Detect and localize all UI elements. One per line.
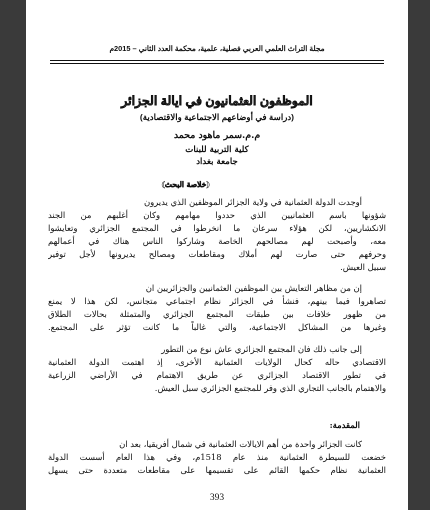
abstract-line: في تطور الاقتصاد الجزائري عن طريق الاهتمام في الأراضي الزراعية bbox=[48, 370, 386, 380]
abstract-line: وغيرها من المشاكل الاجتماعية، والتي غالباً ما كانت تؤثر على المجتمع. bbox=[48, 322, 386, 332]
affiliation-college: كلية التربية للبنات bbox=[185, 145, 249, 155]
paper-page bbox=[26, 0, 408, 510]
journal-header: مجلة التراث العلمي العربي فصلية، علمية، محكمة العدد الثاني – 2015م bbox=[109, 44, 325, 53]
abstract-line: والاهتمام بالجانب التجاري الذي وفر للمجتمع الجزائري سبل العيش. bbox=[154, 383, 386, 393]
abstract-line: أوجدت الدولة العثمانية في ولاية الجزائر الموظفين الذي يديرون bbox=[143, 197, 362, 207]
abstract-line: إن من مظاهر التعايش بين الموظفين العثمانيين والجزائريين ان bbox=[145, 283, 362, 293]
intro-line: العثمانية نظام حكمها القائم على تقسيمها على مقاطعات متعددة حتى يسهل bbox=[48, 465, 386, 475]
abstract-line: وحرفهم حتى صارت لهم أملاك ومقاطعات ومصالح يديرونها لأجل توفير bbox=[48, 249, 386, 259]
abstract-line: سبيل العيش. bbox=[340, 262, 386, 272]
abstract-line: الاقتصادي حاله كحال الولايات العثمانية الأخرى، إذ اهتمت الدولة العثمانية bbox=[48, 357, 386, 367]
affiliation-university: جامعة بغداد bbox=[196, 157, 238, 167]
intro-line: خضعت للسيطرة العثمانية منذ عام 1518م، وفي هذا العام أسست الدولة bbox=[48, 452, 386, 462]
abstract-line: تصاهروا فيما بينهم، فنشأ في الجزائر نظام اجتماعي متجانس، لكن هذا لا يمنع bbox=[48, 296, 386, 306]
article-title: الموظفون العثمانيون في ايالة الجزائر bbox=[121, 94, 313, 108]
abstract-line: الانكشاريين، لكن هؤلاء سرعان ما انخرطوا في المجتمع الجزائري وتعايشوا bbox=[48, 223, 386, 233]
article-subtitle: (دراسة في أوضاعهم الاجتماعية والاقتصادية) bbox=[139, 112, 295, 122]
abstract-heading: (خلاصة البحث) bbox=[161, 180, 210, 189]
abstract-line: شؤونها باسم العثمانيين الذي حددوا مهامهم وكان أغلبهم من الجند bbox=[48, 210, 386, 220]
abstract-line: من ظهور خلافات بين طبقات المجتمع الجزائري والمتمثلة بحالات الطلاق bbox=[48, 309, 386, 319]
intro-line: كانت الجزائر واحدة من أهم الايالات العثمانية في شمال أفريقيا، بعد ان bbox=[119, 439, 362, 449]
page-number: 393 bbox=[209, 493, 225, 503]
author-name: م.م.سمر ماهود محمد bbox=[173, 130, 261, 141]
introduction-heading: المقدمة: bbox=[329, 420, 360, 430]
abstract-line: معه، وأصبحت لهم مصالحهم الخاصة وشاركوا الناس هناك في أعمالهم bbox=[48, 236, 386, 246]
header-rule-thick bbox=[50, 60, 384, 61]
header-rule-thin bbox=[50, 63, 384, 64]
abstract-line: إلى جانب ذلك فان المجتمع الجزائري عاش نوع من التطور bbox=[161, 344, 362, 354]
